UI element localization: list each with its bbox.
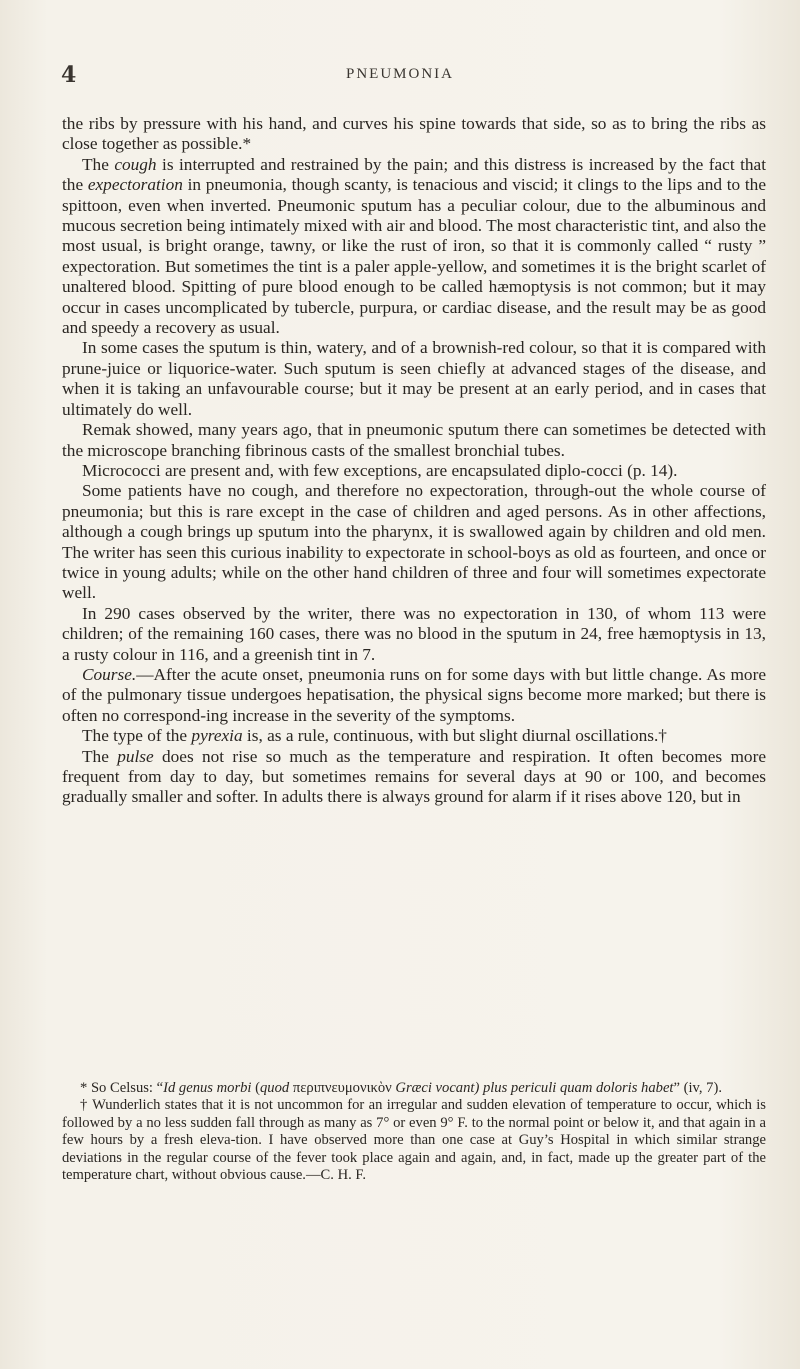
text-run: is, as a rule, continuous, with but slight diurnal oscillations.†	[242, 726, 667, 746]
text-run: The type of the	[82, 726, 192, 746]
paragraph	[62, 338, 766, 420]
paragraph	[62, 665, 766, 726]
italic-run: pulse	[117, 746, 154, 766]
italic-run: expectoration	[87, 175, 183, 195]
text-run: (	[251, 1080, 260, 1096]
text-run: The	[82, 746, 118, 766]
footnote	[62, 1097, 766, 1184]
text-run: * So Celsus: “	[80, 1080, 164, 1096]
text-run: does not rise so much as the temperature and respiration. It often becomes more frequent from day to day, but sometimes remains for several days at 90 or 100, and becomes gradually smaller and softer. In adults there is always ground for alarm if it rises above 120, but in	[62, 746, 766, 807]
italic-run: Id genus morbi	[163, 1080, 252, 1096]
footnotes	[62, 1080, 766, 1184]
italic-run: pyrexia	[191, 726, 243, 746]
text-run: περιπνευμονικὸν	[289, 1080, 396, 1096]
paragraph	[62, 114, 766, 155]
paragraph	[62, 420, 766, 461]
text-run: —After the acute onset, pneumonia runs on for some days with but little change. As more of the pulmonary tissue undergoes hepatisation, the physical signs become more marked; but there is often no correspond-ing increase in the severity of the symptoms.	[62, 664, 766, 725]
body-text	[62, 114, 766, 808]
text-run: † Wunderlich states that it is not uncommon for an irregular and sudden elevation of temperature to occur, which is followed by a no less sudden fall through as many as 7° or even 9° F. to the normal point or below it, and that again in a few hours by a fresh eleva-tion. I have observed more than one case at Guy’s Hospital in which similar strange deviations in the regular course of the fever took place again and again, and, in fact, made up the greater part of the temperature chart, without obvious cause.—C. H. F.	[62, 1097, 766, 1184]
paragraph	[62, 726, 766, 746]
text-run: ” (iv, 7).	[673, 1080, 722, 1096]
footnote	[62, 1080, 766, 1097]
italic-run: Græci vocant) plus periculi quam doloris habet	[395, 1080, 674, 1096]
text-run: In 290 cases observed by the writer, there was no expectoration in 130, of whom 113 were children; of the remaining 160 cases, there was no blood in the sputum in 24, free hæmoptysis in 13, a rusty colour in 116, and a greenish tint in 7.	[62, 603, 766, 664]
paragraph	[62, 461, 766, 481]
italic-run: cough	[114, 154, 157, 174]
paragraph	[62, 155, 766, 339]
page-number: 4	[61, 62, 77, 88]
running-head: PNEUMONIA	[346, 66, 454, 82]
paragraph	[62, 747, 766, 808]
paragraph	[62, 481, 766, 603]
italic-run: Course.	[82, 664, 137, 684]
text-run: is interrupted and restrained by the pain; and this distress is increased by the fact that the	[62, 154, 767, 195]
italic-run: quod	[260, 1080, 290, 1096]
text-run: in pneumonia, though scanty, is tenacious and viscid; it clings to the lips and to the spittoon, even when inverted. Pneumonic sputum has a peculiar colour, due to the albuminous and mucous secretion being intimately mixed with air and blood. The most characteristic tint, and also the most usual, is bright orange, tawny, or like the rust of iron, so that it is commonly called “ rusty ” expectoration. But sometimes the tint is a paler apple-yellow, and sometimes it is the bright scarlet of unaltered blood. Spitting of pure blood enough to be called hæmoptysis is not common; but it may occur in cases uncomplicated by tubercle, purpura, or cardiac disease, and the result may be as good and speedy a recovery as usual.	[62, 175, 766, 338]
text-run: In some cases the sputum is thin, watery, and of a brownish-red colour, so that it is compared with prune-juice or liquorice-water. Such sputum is seen chiefly at advanced stages of the disease, and when it is taking an unfavourable course; but it may be present at an early period, and in cases that ultimately do well.	[62, 338, 766, 419]
text-run: Remak showed, many years ago, that in pneumonic sputum there can sometimes be detected with the microscope branching fibrinous casts of the smallest bronchial tubes.	[62, 420, 766, 460]
paragraph	[62, 604, 766, 665]
text-run: the ribs by pressure with his hand, and curves his spine towards that side, so as to bring the ribs as close together as possible.*	[62, 114, 766, 154]
text-run: Micrococci are present and, with few exceptions, are encapsulated diplo-cocci (p. 14).	[82, 460, 678, 480]
page-header	[30, 62, 770, 86]
text-run: Some patients have no cough, and therefore no expectoration, through-out the whole course of pneumonia; but this is rare except in the case of children and aged persons. As in other affections, although a cough brings up sputum into the pharynx, it is swallowed again by children and old men. The writer has seen this curious inability to expectorate in school-boys as old as fourteen, and once or twice in young adults; while on the other hand children of three and four will sometimes expectorate well.	[62, 481, 766, 603]
text-run: The	[82, 154, 115, 174]
